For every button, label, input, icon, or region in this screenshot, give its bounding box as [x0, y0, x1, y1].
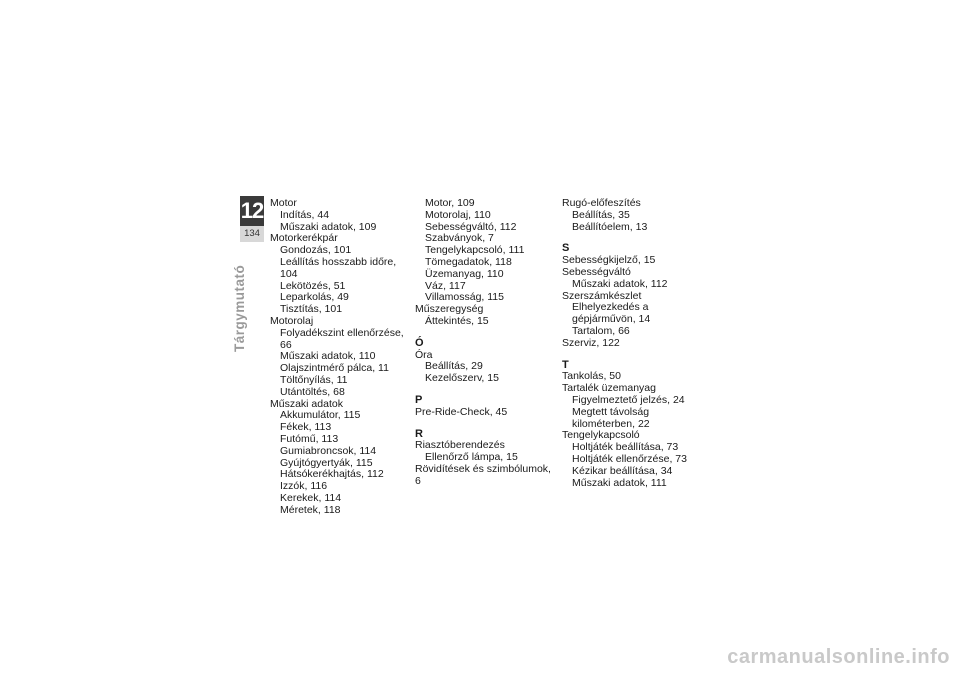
index-letter: P — [415, 393, 423, 406]
index-subentry: Műszaki adatok, 110 — [280, 350, 376, 363]
index-entry: Tankolás, 50 — [562, 370, 621, 383]
watermark: carmanualsonline.info — [727, 646, 950, 668]
index-subentry: Motor, 109 — [425, 197, 475, 209]
index-subentry: Beállítóelem, 13 — [572, 220, 648, 233]
index-subentry: Utántöltés, 68 — [280, 385, 345, 398]
index-subentry: Leparkolás, 49 — [280, 291, 349, 304]
index-subentry: Gondozás, 101 — [280, 244, 352, 257]
index-subentry: Folyadékszint ellenőrzése, 66 — [280, 326, 404, 351]
index-subentry: Gumiabroncsok, 114 — [280, 444, 377, 457]
index-subentry: Holtjáték beállítása, 73 — [572, 441, 679, 454]
index-subentry: Műszaki adatok, 111 — [572, 476, 667, 489]
index-subentry: Kerekek, 114 — [280, 491, 342, 504]
index-subentry: Tisztítás, 101 — [280, 303, 343, 316]
index-subentry: Figyelmeztető jelzés, 24 — [572, 393, 685, 406]
index-subentry: Beállítás, 29 — [425, 360, 483, 373]
index-subentry: Akkumulátor, 115 — [280, 409, 361, 422]
chapter-number: 12 — [240, 196, 264, 226]
index-subentry: Leállítás hosszabb időre, 104 — [280, 255, 397, 280]
index-letter: R — [415, 427, 423, 440]
index-entry: Riasztóberendezés — [415, 439, 505, 452]
index-subentry: Kezelőszerv, 15 — [425, 372, 499, 385]
index-subentry: Gyújtógyertyák, 115 — [280, 456, 373, 469]
index-gap — [415, 385, 555, 395]
page-number: 134 — [240, 226, 264, 242]
index-entry: Sebességkijelző, 15 — [562, 254, 656, 267]
index-subentry: Töltőnyílás, 11 — [280, 373, 348, 386]
index-subentry: Kézikar beállítása, 34 — [572, 464, 673, 477]
index-subentry: Beállítás, 35 — [572, 208, 630, 221]
index-column-2 — [415, 198, 555, 488]
index-subentry: Villamosság, 115 — [425, 291, 504, 304]
index-letter: Ó — [415, 336, 424, 349]
index-subentry: Holtjáték ellenőrzése, 73 — [572, 452, 687, 465]
index-subentry: Megtett távolság — [572, 405, 650, 418]
index-gap — [415, 328, 555, 338]
index-subentry: gépjárművön, 14 — [572, 313, 651, 326]
index-gap — [562, 233, 702, 243]
index-entry: Motorolaj — [270, 314, 314, 327]
chapter-tab — [240, 196, 264, 242]
index-letter: T — [562, 358, 569, 371]
index-subentry: Futómű, 113 — [280, 432, 339, 445]
index-entry: Pre-Ride-Check, 45 — [415, 405, 508, 418]
index-entry: Motor — [270, 197, 297, 209]
index-subentry: Izzók, 116 — [280, 480, 328, 493]
index-entry: Tengelykapcsoló — [562, 429, 640, 442]
index-subentry: Lekötözés, 51 — [280, 279, 346, 292]
index-subentry: Ellenőrző lámpa, 15 — [425, 451, 518, 464]
index-subentry: Üzemanyag, 110 — [425, 267, 504, 280]
index-entry: Műszaki adatok — [270, 397, 343, 410]
index-entry: Óra — [415, 348, 433, 361]
index-subentry: Tartalom, 66 — [572, 324, 630, 337]
index-column-1 — [270, 198, 410, 517]
index-entry: Műszeregység — [415, 303, 484, 316]
index-entry: Rugó-előfeszítés — [562, 197, 641, 209]
index-gap — [562, 350, 702, 360]
index-subentry: Váz, 117 — [425, 279, 466, 292]
index-subentry: Tengelykapcsoló, 111 — [425, 244, 525, 257]
index-subentry: Méretek, 118 — [280, 503, 341, 516]
index-subentry: Olajszintmérő pálca, 11 — [280, 362, 389, 375]
index-letter: S — [562, 242, 570, 255]
index-entry: Szerviz, 122 — [562, 336, 620, 349]
index-column-3 — [562, 198, 702, 489]
index-subentry: Fékek, 113 — [280, 421, 332, 434]
index-subentry: kilométerben, 22 — [572, 417, 650, 430]
index-entry: Sebességváltó — [562, 265, 631, 278]
index-entry: Szerszámkészlet — [562, 289, 642, 302]
index-subentry: Szabványok, 7 — [425, 232, 494, 245]
index-subentry: Motorolaj, 110 — [425, 208, 491, 221]
side-title-text: Tárgymutató — [232, 264, 247, 352]
index-entry: Motorkerékpár — [270, 232, 338, 245]
index-subentry: Tömegadatok, 118 — [425, 255, 512, 268]
index-subentry: Indítás, 44 — [280, 208, 330, 221]
index-subentry: Sebességváltó, 112 — [425, 220, 517, 233]
index-entry: Rövidítések és szimbólumok, 6 — [415, 462, 551, 487]
index-subentry: Hátsókerékhajtás, 112 — [280, 468, 384, 481]
index-subentry: Műszaki adatok, 109 — [280, 220, 377, 233]
index-gap — [415, 419, 555, 429]
index-entry: Tartalék üzemanyag — [562, 382, 656, 395]
index-subentry: Műszaki adatok, 112 — [572, 277, 668, 290]
index-subentry: Elhelyezkedés a — [572, 301, 649, 314]
index-subentry: Áttekintés, 15 — [425, 314, 489, 327]
